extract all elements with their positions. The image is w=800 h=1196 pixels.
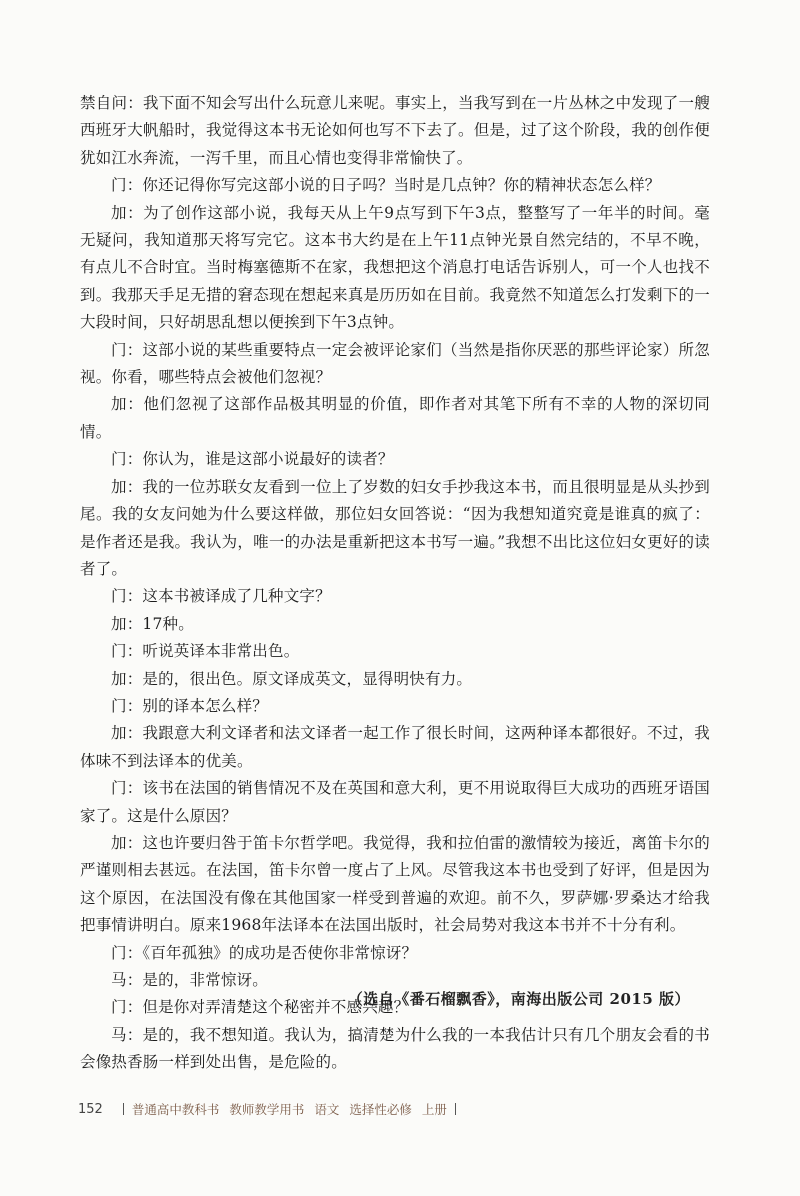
paragraph-10: 加：是的，很出色。原文译成英文，显得明快有力。 — [111, 669, 473, 688]
paragraph-4: 加：他们忽视了这部作品极其明显的价值，即作者对其笔下所有不幸的人物的深切同情。 — [80, 395, 710, 441]
paragraph-3: 门：这部小说的某些重要特点一定会被评论家们（当然是指你厌恶的那些评论家）所忽视。你看，哪些特点会被他们忽视？ — [80, 340, 710, 387]
paragraph-17: 门：但是你对弄清楚这个秘密并不感兴趣？ — [111, 998, 410, 1017]
page-footer — [78, 1100, 464, 1118]
footer-volume: 上册 — [421, 1102, 447, 1117]
paragraph-1: 门：你还记得你写完这部小说的日子吗？当时是几点钟？你的精神状态怎么样？ — [111, 176, 661, 195]
divider — [455, 1103, 456, 1115]
paragraph-11: 门：别的译本怎么样？ — [111, 696, 269, 715]
paragraph-13: 门：该书在法国的销售情况不及在英国和意大利，更不用说取得巨大成功的西班牙语国家了。这是什么原因？ — [80, 779, 710, 825]
paragraph-0: 禁自问：我下面不知会写出什么玩意儿来呢。事实上，当我写到在一片丛林之中发现了一艘西班牙大帆船时，我觉得这本书无论如何也写不下去了。但是，过了这个阶段，我的创作便犹如江水奔流，一泻千里，而且心情也变得非常愉快了。 — [80, 94, 710, 167]
footer-series: 普通高中教科书 — [131, 1102, 220, 1117]
paragraph-5: 门：你认为，谁是这部小说最好的读者？ — [111, 450, 394, 469]
paragraph-6: 加：我的一位苏联女友看到一位上了岁数的妇女手抄我这本书，而且很明显是从头抄到尾。我的女友问她为什么要这样做，那位妇女回答说：“因为我想知道究竟是谁真的疯了：是作者还是我。我认为，唯一的办法是重新把这本书写一遍。”我想不出比这位妇女更好的读者了。 — [80, 477, 710, 578]
paragraph-18: 马：是的，我不想知道。我认为，搞清楚为什么我的一本我估计只有几个朋友会看的书会像热香肠一样到处出售，是危险的。 — [80, 1025, 710, 1072]
paragraph-16: 马：是的，非常惊讶。 — [111, 971, 269, 989]
paragraph-9: 门：听说英译本非常出色。 — [111, 642, 300, 661]
paragraph-15: 门：《百年孤独》的成功是否使你非常惊讶？ — [111, 943, 418, 962]
paragraph-14: 加：这也许要归咎于笛卡尔哲学吧。我觉得，我和拉伯雷的激情较为接近，离笛卡尔的严谨则相去甚远。在法国，笛卡尔曾一度占了上风。尽管我这本书也受到了好评，但是因为这个原因，在法国没有像在其他国家一样受到普遍的欢迎。前不久，罗萨娜·罗桑达才给我把事情讲明白。原来1968年法译本在法国出版时，社会局势对我这本书并不十分有利。 — [80, 833, 710, 935]
paragraph-12: 加：我跟意大利文译者和法文译者一起工作了很长时间，这两种译本都很好。不过，我体味不到法译本的优美。 — [80, 724, 710, 770]
source-citation: （选自《番石榴飘香》，南海出版公司 2015 版） — [347, 990, 690, 1008]
paragraph-2: 加：为了创作这部小说，我每天从上午9点写到下午3点，整整写了一年半的时间。毫无疑问，我知道那天将写完它。这本书大约是在上午11点钟光景自然完结的，不早不晚，有点儿不合时宜。当时梅塞德斯不在家，我想把这个消息打电话告诉别人，可一个人也找不到。我那天手足无措的窘态现在想起来真是历历如在目前。我竟然不知道怎么打发剩下的一大段时间，只好胡思乱想以便挨到下午3点钟。 — [80, 203, 710, 332]
page-number: 152 — [78, 1101, 103, 1117]
divider — [123, 1103, 124, 1115]
footer-book-type: 教师教学用书 — [229, 1102, 305, 1117]
paragraph-8: 加：17种。 — [111, 614, 194, 633]
footer-subject: 语文 — [314, 1102, 340, 1117]
paragraph-7: 门：这本书被译成了几种文字？ — [111, 587, 331, 606]
article-body — [80, 90, 710, 1077]
footer-module: 选择性必修 — [349, 1102, 412, 1117]
